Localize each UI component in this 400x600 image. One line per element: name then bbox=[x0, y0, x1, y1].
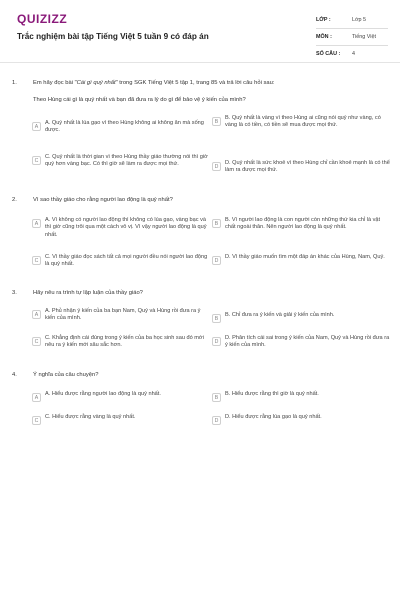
question-2: 2. Vì sao thầy giáo cho rằng người lao động là quý nhất? A A. Vì không có người lao động thì không có lúa gạo, vàng bạc và thì giờ cũng trôi qua một cách vô vị. Vì vậy người lao động là quý nhất. B B. Vì người lao động là con người còn những thứ kia chỉ là vật chất ngoài thân. Nên người lao động là quý nhất. C C. Vì thầy giáo đọc sách tất cả mọi người đều nói người lao động là quý nhất. D D. Vì thầy giáo muốn tìm một đáp án khác của Hùng, Nam, Quý. bbox=[12, 197, 390, 282]
question-subtext: Theo Hùng cái gì là quý nhất và bạn đã đưa ra lý do gì để bảo vệ ý kiến của mình? bbox=[33, 97, 246, 103]
answer-option-c[interactable]: C C. Vì thầy giáo đọc sách tất cả mọi người đều nói người lao động là quý nhất. bbox=[32, 254, 212, 269]
question-3: 3. Hãy nêu ra trình tự lập luận của thầy giáo? A A. Phủ nhận ý kiến của ba bạn Nam, Quý và Hùng rồi đưa ra ý kiến của mình. B B. Chỉ đưa ra ý kiến và giải ý kiến của mình. C C. Khẳng định cái đúng trong ý kiến của ba học sinh sau đó mới nêu ra ý kiến mới sâu sắc hơn. D D. Phân tích cái sai trong ý kiến của Nam, Quý và Hùng rồi đưa ra ý kiến của mình. bbox=[12, 290, 390, 365]
quizizz-logo: QUIZIZZ bbox=[17, 12, 68, 26]
answer-option-d[interactable]: D D. Hiểu được rằng lúa gạo là quý nhất. bbox=[212, 414, 392, 425]
answer-option-c[interactable]: C C. Khẳng định cái đúng trong ý kiến của ba học sinh sau đó mới nêu ra ý kiến mới sâu sắc hơn. bbox=[32, 335, 212, 350]
answer-option-b[interactable]: B B. Quý nhất là vàng vì theo Hùng ai cũng nói quý như vàng, có vàng là có tiền, có tiền sẽ mua được mọi thứ. bbox=[212, 115, 392, 130]
question-text: Ý nghĩa của câu chuyện? bbox=[33, 372, 99, 378]
meta-question-count: SỐ CÂU : 4 bbox=[316, 46, 388, 63]
page-title: Trắc nghiệm bài tập Tiếng Việt 5 tuần 9 có đáp án bbox=[17, 32, 209, 41]
question-text: Hãy nêu ra trình tự lập luận của thầy giáo? bbox=[33, 290, 143, 296]
header-divider bbox=[0, 62, 400, 63]
answer-option-a[interactable]: A A. Phủ nhận ý kiến của ba bạn Nam, Quý và Hùng rồi đưa ra ý kiến của mình. bbox=[32, 308, 212, 323]
answer-option-c[interactable]: C C. Hiểu được rằng vàng là quý nhất. bbox=[32, 414, 212, 425]
answer-option-a[interactable]: A A. Vì không có người lao động thì không có lúa gạo, vàng bạc và thì giờ cũng trôi qua một cách vô vị. Vì vậy người lao động là quý nhất. bbox=[32, 217, 212, 239]
answer-option-d[interactable]: D D. Vì thầy giáo muốn tìm một đáp án khác của Hùng, Nam, Quý. bbox=[212, 254, 392, 265]
answer-option-c[interactable]: C C. Quý nhất là thời gian vì theo Hùng thầy giáo thường nói thì giờ quý hơn vàng bạc. Có thì giờ sẽ làm ra được mọi thứ. bbox=[32, 154, 212, 169]
question-4: 4. Ý nghĩa của câu chuyện? A A. Hiểu được rằng người lao động là quý nhất. B B. Hiểu được rằng thì giờ là quý nhất. C C. Hiểu được rằng vàng là quý nhất. D D. Hiểu được rằng lúa gạo là quý nhất. bbox=[12, 372, 390, 432]
answer-option-b[interactable]: B B. Vì người lao động là con người còn những thứ kia chỉ là vật chất ngoài thân. Nên người lao động là quý nhất. bbox=[212, 217, 392, 232]
answer-option-a[interactable]: A A. Hiểu được rằng người lao động là quý nhất. bbox=[32, 391, 212, 402]
question-1: 1. Em hãy đọc bài "Cái gì quý nhất" trong SGK Tiếng Việt 5 tập 1, trang 85 và trả lời câu hỏi sau: Theo Hùng cái gì là quý nhất và bạn đã đưa ra lý do gì để bảo vệ ý kiến của mình? A A. Quý nhất là lúa gạo vì theo Hùng không ai không ăn mà sống được. B B. Quý nhất là vàng vì theo Hùng ai cũng nói quý như vàng, có vàng là có tiền, có tiền sẽ mua được mọi thứ. C C. Quý nhất là thời gian vì theo Hùng thầy giáo thường nói thì giờ quý hơn vàng bạc. Có thì giờ sẽ làm ra được mọi thứ. D D. Quý nhất là sức khoẻ vì theo Hùng chỉ cần khoẻ mạnh là có thể làm ra được mọi thứ. bbox=[12, 80, 390, 190]
meta-subject: MÔN : Tiếng Việt bbox=[316, 29, 388, 46]
answer-option-b[interactable]: B B. Chỉ đưa ra ý kiến và giải ý kiến của mình. bbox=[212, 312, 392, 323]
meta-grade: LỚP : Lớp 5 bbox=[316, 12, 388, 29]
answer-option-d[interactable]: D D. Phân tích cái sai trong ý kiến của Nam, Quý và Hùng rồi đưa ra ý kiến của mình. bbox=[212, 335, 392, 350]
question-text: Vì sao thầy giáo cho rằng người lao động là quý nhất? bbox=[33, 197, 173, 203]
question-text: Em hãy đọc bài "Cái gì quý nhất" trong SGK Tiếng Việt 5 tập 1, trang 85 và trả lời câu hỏi sau: bbox=[33, 80, 275, 86]
answer-option-a[interactable]: A A. Quý nhất là lúa gạo vì theo Hùng không ai không ăn mà sống được. bbox=[32, 120, 212, 135]
answer-option-d[interactable]: D D. Quý nhất là sức khoẻ vì theo Hùng chỉ cần khoẻ mạnh là có thể làm ra được mọi thứ. bbox=[212, 160, 392, 175]
worksheet-meta bbox=[316, 12, 388, 63]
answer-option-b[interactable]: B B. Hiểu được rằng thì giờ là quý nhất. bbox=[212, 391, 392, 402]
